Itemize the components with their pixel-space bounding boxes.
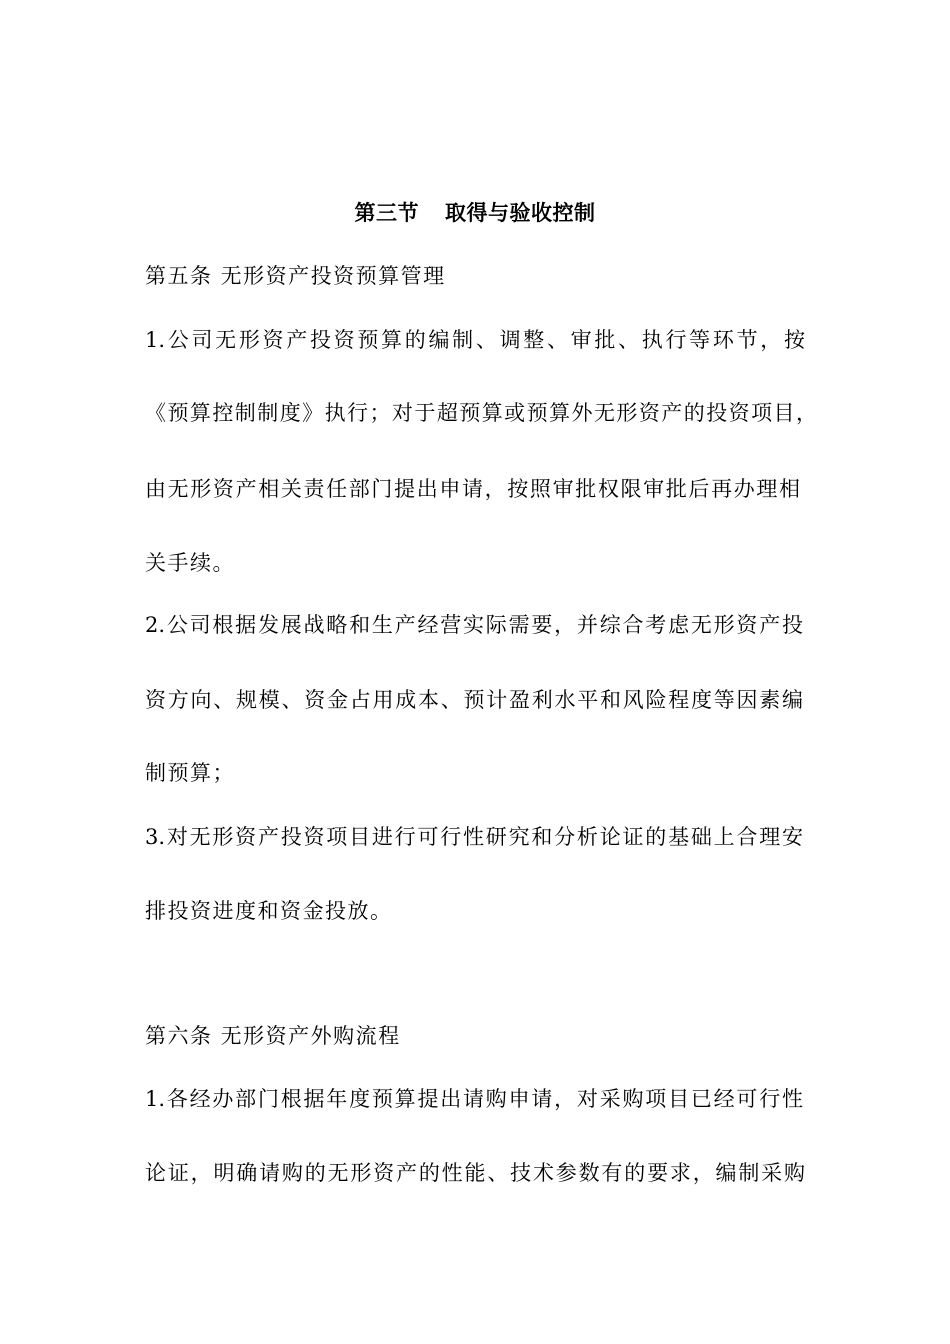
section-title [0,201,950,225]
paragraph-line: 由无形资产相关责任部门提出申请，按照审批权限审批后再办理相 [145,477,800,501]
paragraph-line: 《预算控制制度》执行；对于超预算或预算外无形资产的投资项目， [145,401,817,425]
paragraph-line: 排投资进度和资金投放。 [145,899,393,923]
section-name: 取得与验收控制 [445,200,596,225]
paragraph-line: 3.对无形资产投资项目进行可行性研究和分析论证的基础上合理安 [145,825,803,849]
paragraph-line: 关手续。 [145,551,235,575]
article-heading: 第六条 无形资产外购流程 [145,1024,401,1048]
paragraph-line: 1.公司无形资产投资预算的编制、调整、审批、执行等环节，按 [145,328,805,352]
section-number: 第三节 [354,200,419,225]
paragraph-line: 2.公司根据发展战略和生产经营实际需要，并综合考虑无形资产投 [145,613,803,637]
article-heading: 第五条 无形资产投资预算管理 [145,264,446,288]
paragraph-line: 制预算； [145,761,235,785]
paragraph-line: 1.各经办部门根据年度预算提出请购申请，对采购项目已经可行性 [145,1087,803,1111]
paragraph-line: 论证，明确请购的无形资产的性能、技术参数有的要求，编制采购 [145,1161,805,1185]
paragraph-line: 资方向、规模、资金占用成本、预计盈利水平和风险程度等因素编 [145,688,803,712]
